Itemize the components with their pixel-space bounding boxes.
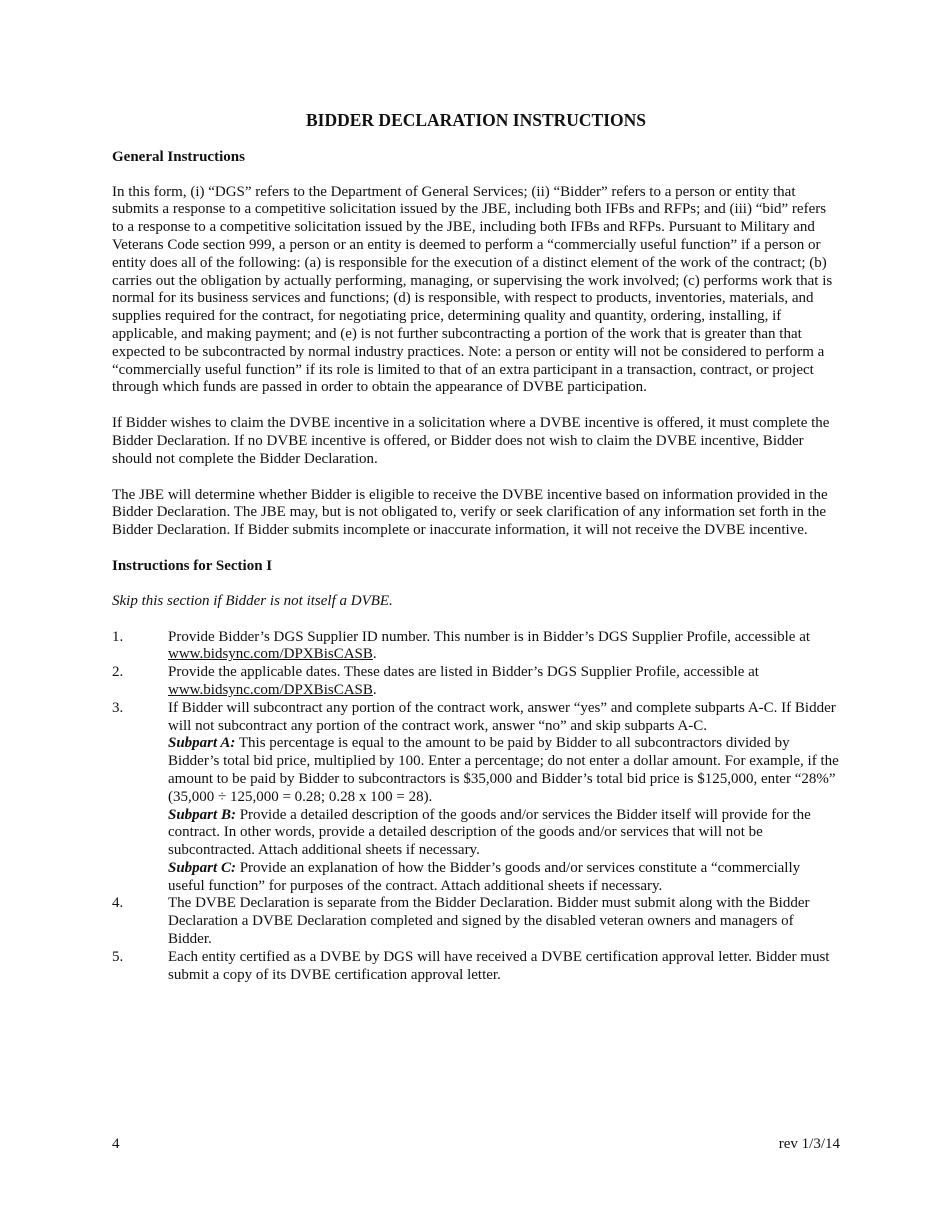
subpart-b-text: Provide a detailed description of the goods and/or services the Bidder itself will provide for the contract. In other words, provide a detailed description of the goods and/or services that will not be subcontracted. Attach additional sheets if necessary. [168,806,811,859]
item-number: 5. [112,948,124,965]
general-paragraph-claim-incentive: If Bidder wishes to claim the DVBE incentive in a solicitation where a DVBE incentive is offered, it must complete the Bidder Declaration. If no DVBE incentive is offered, or Bidder does not wish to claim the DVBE incentive, Bidder should not complete the Bidder Declaration. [112,415,830,467]
section1-heading: Instructions for Section I [112,557,273,574]
document-page [112,112,840,984]
supplier-profile-link[interactable]: www.bidsync.com/DPXBisCASB [168,681,373,698]
page-footer [112,1136,840,1153]
item-text: If Bidder will subcontract any portion of the contract work, answer “yes” and complete subparts A-C. If Bidder will not subcontract any portion of the contract work, answer “no” and skip subparts A-C. [168,699,836,734]
subpart-c-text: Provide an explanation of how the Bidder’s goods and/or services constitute a “commercially useful function” for purposes of the contract. Attach additional sheets if necessary. [168,859,801,894]
list-item [112,895,840,948]
page-number: 4 [112,1136,120,1152]
general-paragraph-eligibility: The JBE will determine whether Bidder is eligible to receive the DVBE incentive based on information provided in the Bidder Declaration. The JBE may, but is not obligated to, verify or seek clarification of any information set forth in the Bidder Declaration. If Bidder submits incomplete or inaccurate information, it will not receive the DVBE incentive. [112,486,828,539]
general-paragraph-definitions: In this form, (i) “DGS” refers to the Department of General Services; (ii) “Bidder” refers to a person or entity that submits a response to a competitive solicitation issued by the JBE, including both IFBs and RFPs; and (iii) “bid” refers to a response to a competitive solicitation issued by the JBE, including both IFBs and RFPs. Pursuant to Military and Veterans Code section 999, a person or an entity is deemed to perform a “commercially useful function” if a person or entity does all of the following: (a) is responsible for the execution of a distinct element of the work of the contract; (b) carries out the obligation by actually performing, managing, or supervising the work involved; (c) performs work that is normal for its business services and functions; (d) is responsible, with respect to products, inventories, materials, and supplies required for the contract, for negotiating price, determining quality and quantity, ordering, installing, if applicable, and making payment; and (e) is not further subcontracting a portion of the work that is greater than that expected to be subcontracted by normal industry practices. Note: a person or entity will not be considered to perform a “commercially useful function” if its role is limited to that of an extra participant in a transaction, contract, or project through which funds are passed in order to obtain the appearance of DVBE participation. [112,183,833,396]
item-number: 1. [112,628,124,645]
list-item [112,700,840,896]
document-title: BIDDER DECLARATION INSTRUCTIONS [305,110,647,130]
subpart-b-label: Subpart B: [168,806,236,823]
section1-instructions-list [112,629,840,985]
item-text: The DVBE Declaration is separate from the Bidder Declaration. Bidder must submit along with the Bidder Declaration a DVBE Declaration completed and signed by the disabled veteran owners and managers of Bidder. [168,895,810,948]
revision-label: rev 1/3/14 [778,1136,840,1152]
list-item: 1. Provide Bidder’s DGS Supplier ID number. This number is in Bidder’s DGS Supplier Profile, accessible at www.bidsync.com/DPXBisCASB. [112,628,811,663]
list-item: 2. Provide the applicable dates. These dates are listed in Bidder’s DGS Supplier Profile, accessible at www.bidsync.com/DPXBisCASB. [112,664,759,698]
item-number: 3. [112,699,124,716]
item-text: Each entity certified as a DVBE by DGS will have received a DVBE certification approval letter. Bidder must submit a copy of its DVBE certification approval letter. [168,948,830,983]
subpart-c [168,860,840,896]
general-instructions-heading: General Instructions [112,148,245,165]
subpart-c-label: Subpart C: [168,859,236,876]
list-item [112,949,840,985]
item-number: 2. [112,664,124,681]
supplier-profile-link[interactable]: www.bidsync.com/DPXBisCASB [168,646,373,663]
item-number: 4. [112,895,124,912]
subpart-a [168,735,840,806]
section1-note: Skip this section if Bidder is not itself a DVBE. [112,592,393,609]
subpart-b [168,807,840,860]
subpart-a-text: This percentage is equal to the amount to be paid by Bidder to all subcontractors divided by Bidder’s total bid price, multiplied by 100. Enter a percentage; do not enter a dollar amount. For example, if the amount to be paid by Bidder to subcontractors is $35,000 and Bidder’s total bid price is $125,000, enter “28%” (35,000 ÷ 125,000 = 0.28; 0.28 x 100 = 28). [168,735,839,805]
item-text: Provide Bidder’s DGS Supplier ID number. This number is in Bidder’s DGS Supplier Profile, accessible at [168,628,811,645]
item-text: Provide the applicable dates. These dates are listed in Bidder’s DGS Supplier Profile, accessible at [168,664,759,681]
subpart-a-label: Subpart A: [168,735,236,752]
